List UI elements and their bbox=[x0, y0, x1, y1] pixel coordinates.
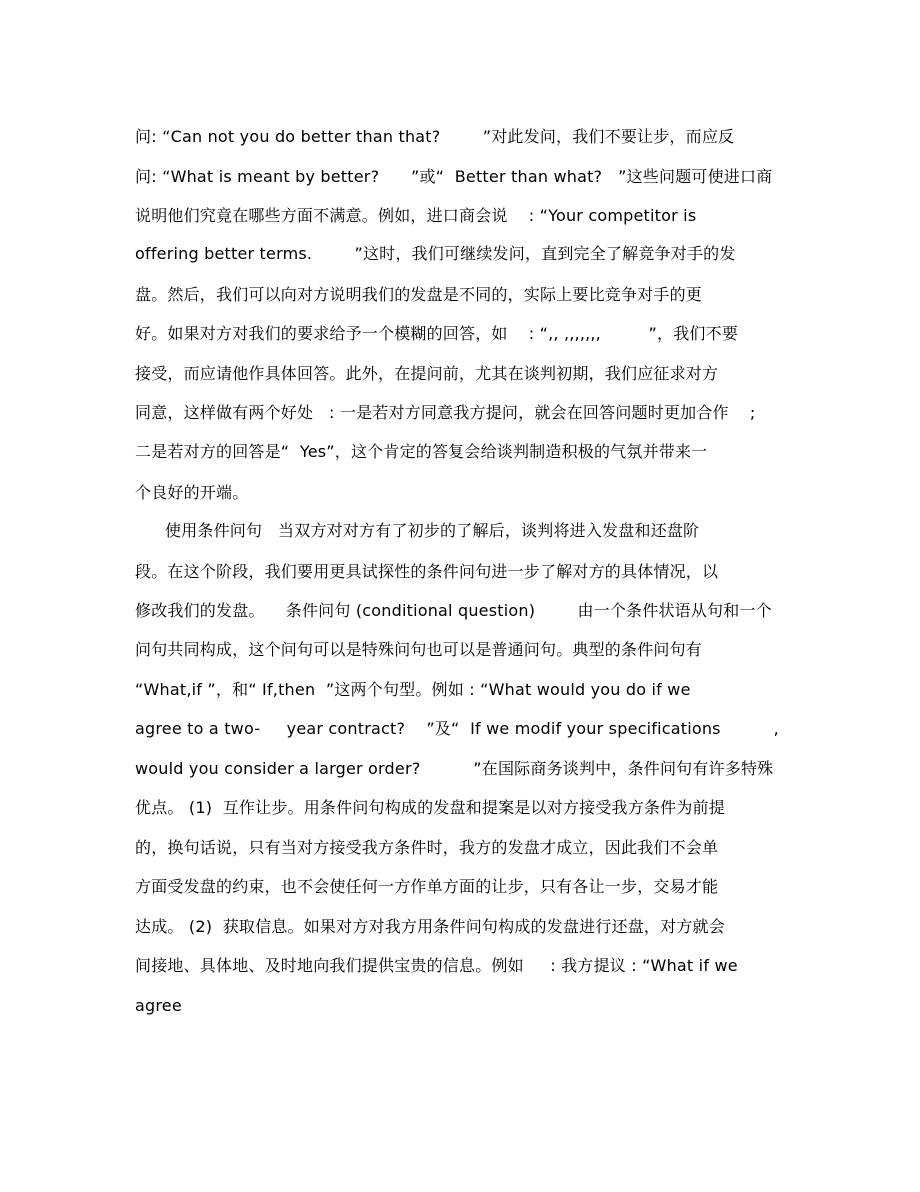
text-line: 个良好的开端。 bbox=[135, 483, 249, 502]
text-line: 说明他们究竟在哪些方面不满意。例如，进口商会说 : “Your competitor is bbox=[135, 206, 697, 225]
text-line: 的，换句话说，只有当对方接受我方条件时，我方的发盘才成立，因此我们不会单 bbox=[135, 838, 719, 857]
text-line: 方面受发盘的约束，也不会使任何一方作单方面的让步，只有各让一步，交易才能 bbox=[135, 877, 719, 896]
text-line: agree bbox=[135, 996, 182, 1015]
text-line: 同意，这样做有两个好处 : 一是若对方同意我方提问，就会在回答问题时更加合作 ; bbox=[135, 403, 756, 422]
text-line: 优点。 (1) 互作让步。用条件问句构成的发盘和提案是以对方接受我方条件为前提 bbox=[135, 798, 725, 817]
text-line: 问句共同构成，这个问句可以是特殊问句也可以是普通问句。典型的条件问句有 bbox=[135, 640, 703, 659]
text-line: 盘。然后，我们可以向对方说明我们的发盘是不同的，实际上要比竞争对手的更 bbox=[135, 285, 703, 304]
text-line: 段。在这个阶段，我们要用更具试探性的条件问句进一步了解对方的具体情况，以 bbox=[135, 562, 719, 581]
text-line: “What,if ”，和“ If,then ”这两个句型。例如 : “What would you do if we bbox=[135, 680, 691, 699]
text-line: 使用条件问句 当双方对对方有了初步的了解后，谈判将进入发盘和还盘阶 bbox=[165, 521, 700, 540]
text-line: would you consider a larger order? ”在国际商务谈判中，条件问句有许多特殊 bbox=[135, 759, 774, 778]
text-line: 修改我们的发盘。 条件问句 (conditional question) 由一个条件状语从句和一个 bbox=[135, 601, 772, 620]
text-line: 达成。 (2) 获取信息。如果对方对我方用条件问句构成的发盘进行还盘，对方就会 bbox=[135, 917, 725, 936]
text-line: 间接地、具体地、及时地向我们提供宝贵的信息。例如 : 我方提议 : “What if we bbox=[135, 956, 738, 975]
text-line: agree to a two- year contract? ”及“ If we modif your specifications , bbox=[135, 719, 779, 738]
text-line: 好。如果对方对我们的要求给予一个模糊的回答，如 : “,, ,,,,,,, ”，我们不要 bbox=[135, 324, 739, 343]
text-line: 接受，而应请他作具体回答。此外，在提问前，尤其在谈判初期，我们应征求对方 bbox=[135, 364, 719, 383]
text-line: 问: “What is meant by better? ”或“ Better than what? ”这些问题可使进口商 bbox=[135, 167, 773, 186]
text-line: offering better terms. ”这时，我们可继续发问，直到完全了解竞争对手的发 bbox=[135, 244, 736, 263]
text-line: 二是若对方的回答是“ Yes”，这个肯定的答复会给谈判制造积极的气氛并带来一 bbox=[135, 442, 708, 461]
text-line: 问: “Can not you do better than that? ”对此发问，我们不要让步，而应反 bbox=[135, 127, 735, 146]
